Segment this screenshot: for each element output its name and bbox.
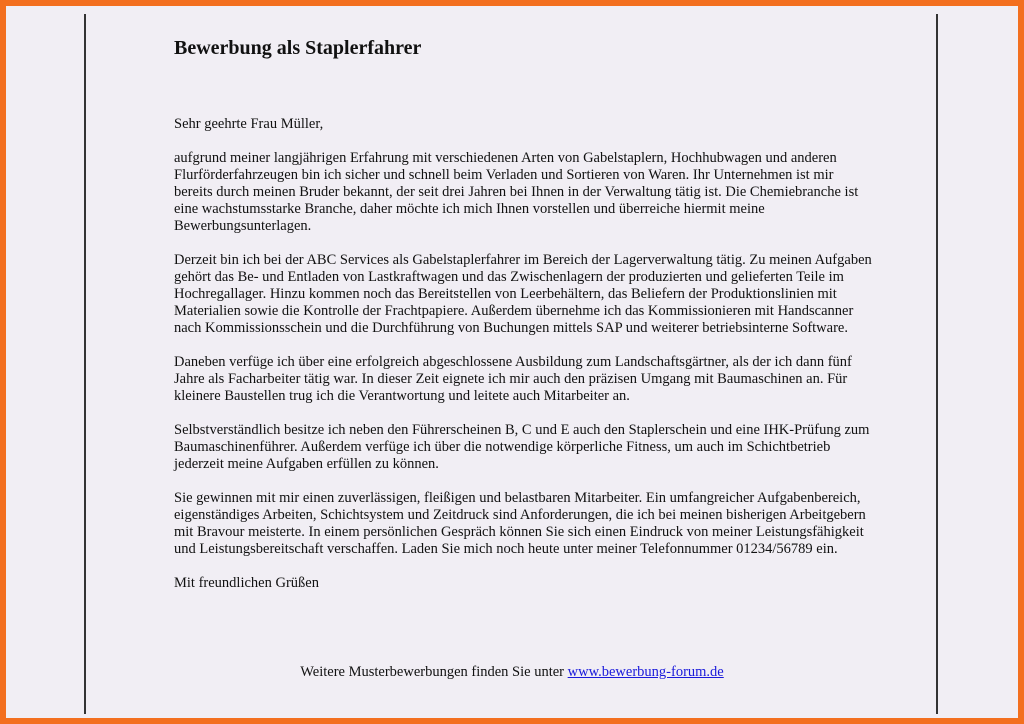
letter-body <box>174 36 874 592</box>
footer-link[interactable]: www.bewerbung-forum.de <box>567 664 724 680</box>
paragraph-3: Daneben verfüge ich über eine erfolgreich abgeschlossene Ausbildung zum Landschaftsgärtner, als der ich dann fünf Jahre als Facharbeiter tätig war. In dieser Zeit eignete ich mir auch den präzisen Umgang mit Baumaschinen an. Für kleinere Baustellen trug ich die Verantwortung und leitete auch Mitarbeiter an. <box>174 354 852 404</box>
page-title: Bewerbung als Staplerfahrer <box>174 37 422 59</box>
salutation: Sehr geehrte Frau Müller, <box>174 116 324 132</box>
paragraph-5: Sie gewinnen mit mir einen zuverlässigen, fleißigen und belastbaren Mitarbeiter. Ein umfangreicher Aufgabenbereich, eigenständiges Arbeiten, Schichtsystem und Zeitdruck sind Anforderungen, die ich bei meinen bisherigen Arbeitgebern mit Bravour meisterte. In einem persönlichen Gespräch können Sie sich einen Eindruck von meiner Leistungsfähigkeit und Leistungsbereitschaft verschaffen. Laden Sie mich noch heute unter meiner Telefonnummer 01234/56789 ein. <box>174 490 866 557</box>
footer <box>6 664 1018 681</box>
paragraph-1: aufgrund meiner langjährigen Erfahrung mit verschiedenen Arten von Gabelstaplern, Hochhubwagen und anderen Flurförderfahrzeugen bin ich sicher und schnell beim Verladen und Sortieren von Waren. Ihr Unternehmen ist mir bereits durch meinen Bruder bekannt, der seit drei Jahren bei Ihnen in der Verwaltung tätig ist. Die Chemiebranche ist eine wachstumsstarke Branche, daher möchte ich mich Ihnen vorstellen und überreiche hiermit meine Bewerbungsunterlagen. <box>174 150 859 234</box>
document-page <box>6 6 1018 718</box>
footer-text: Weitere Musterbewerbungen finden Sie unter <box>300 664 565 680</box>
left-margin-rule <box>84 14 86 714</box>
paragraph-4: Selbstverständlich besitze ich neben den Führerscheinen B, C und E auch den Staplerschein und eine IHK-Prüfung zum Baumaschinenführer. Außerdem verfüge ich über die notwendige körperliche Fitness, um auch im Schichtbetrieb jederzeit meine Aufgaben erfüllen zu können. <box>174 422 870 472</box>
right-margin-rule <box>936 14 938 714</box>
closing: Mit freundlichen Grüßen <box>174 575 319 591</box>
paragraph-2: Derzeit bin ich bei der ABC Services als Gabelstaplerfahrer im Bereich der Lagerverwaltung tätig. Zu meinen Aufgaben gehört das Be- und Entladen von Lastkraftwagen und das Zwischenlagern der produzierten und gelieferten Teile im Hochregallager. Hinzu kommen noch das Bereitstellen von Leerbehältern, das Beliefern der Produktionslinien mit Materialien sowie die Kontrolle der Frachtpapiere. Außerdem übernehme ich das Kommissionieren mit Handscanner nach Kommissionsschein und die Durchführung von Buchungen mittels SAP und weiterer betriebsinterne Software. <box>174 252 872 336</box>
